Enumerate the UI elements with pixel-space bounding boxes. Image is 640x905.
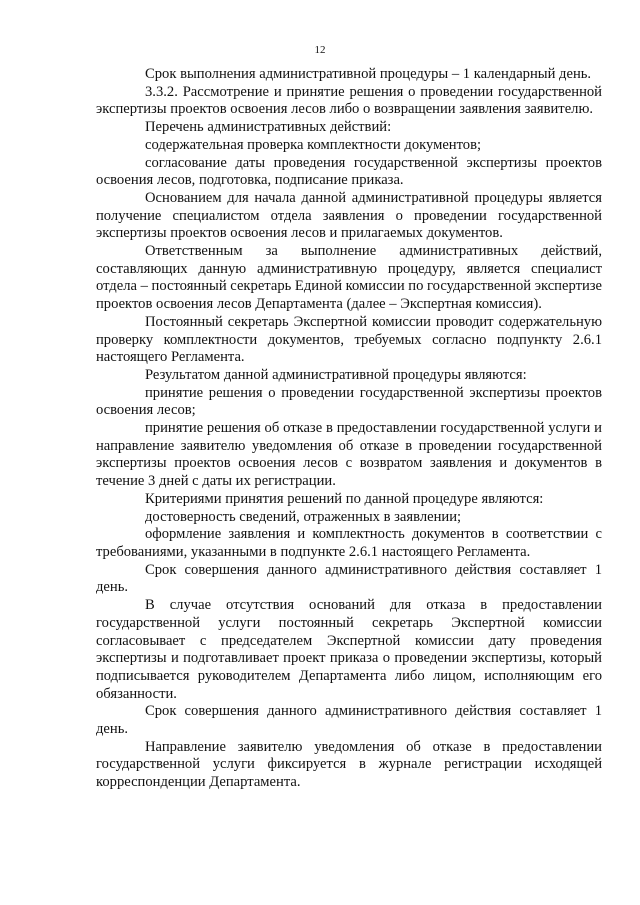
paragraph: Результатом данной административной процедуры являются: (145, 366, 527, 383)
paragraph: Срок совершения данного административного действия составляет 1 день. (96, 703, 602, 738)
paragraph: Срок выполнения административной процедуры – 1 календарный день. (145, 66, 592, 82)
paragraph: согласование даты проведения государственной экспертизы проектов освоения лесов, подготовка, подписание приказа. (96, 154, 602, 189)
paragraph: Критериями принятия решений по данной процедуре являются: (145, 490, 544, 507)
document-body (96, 66, 602, 792)
paragraph: Направление заявителю уведомления об отказе в предоставлении государственной услуги фиксируется в журнале регистрации исходящей корреспонденции Департамента. (96, 738, 602, 791)
paragraph: принятие решения об отказе в предоставлении государственной услуги и направление заявителю уведомления об отказе в проведении государственной экспертизы проектов освоения лесов с возвратом заявления и документов в течение 3 дней с даты их регистрации. (96, 420, 602, 490)
paragraph: оформление заявления и комплектность документов в соответствии с требованиями, указанными в подпункте 2.6.1 настоящего Регламента. (96, 526, 602, 560)
paragraph: Основанием для начала данной административной процедуры является получение специалистом отдела заявления о проведении государственной экспертизы проектов освоения лесов и прилагаемых документов. (96, 189, 602, 242)
paragraph: принятие решения о проведении государственной экспертизы проектов освоения лесов; (96, 384, 602, 419)
paragraph: В случае отсутствия оснований для отказа в предоставлении государственной услуги постоянный секретарь Экспертной комиссии согласовывает с председателем Экспертной комиссии дату проведения экспертизы и подготавливает проект приказа о проведении экспертизы, который подписывается руководителем Департамента либо лицом, исполняющим его обязанности. (96, 597, 602, 702)
paragraph: содержательная проверка комплектности документов; (145, 136, 482, 153)
paragraph: Постоянный секретарь Экспертной комиссии проводит содержательную проверку комплектности документов, требуемых согласно подпункту 2.6.1 настоящего Регламента. (96, 313, 602, 366)
paragraph: достоверность сведений, отраженных в заявлении; (145, 508, 462, 525)
paragraph: Перечень административных действий: (145, 119, 392, 136)
page-number: 12 (314, 44, 326, 56)
paragraph: Ответственным за выполнение административных действий, составляющих данную административную процедуру, является специалист отдела – постоянный секретарь Единой комиссии по государственной экспертизе проектов освоения лесов Департамента (далее – Экспертная комиссия). (96, 243, 602, 313)
paragraph: Срок совершения данного административного действия составляет 1 день. (96, 561, 602, 596)
paragraph: 3.3.2. Рассмотрение и принятие решения о проведении государственной экспертизы проектов освоения лесов либо о возвращении заявления заявителю. (96, 83, 602, 118)
